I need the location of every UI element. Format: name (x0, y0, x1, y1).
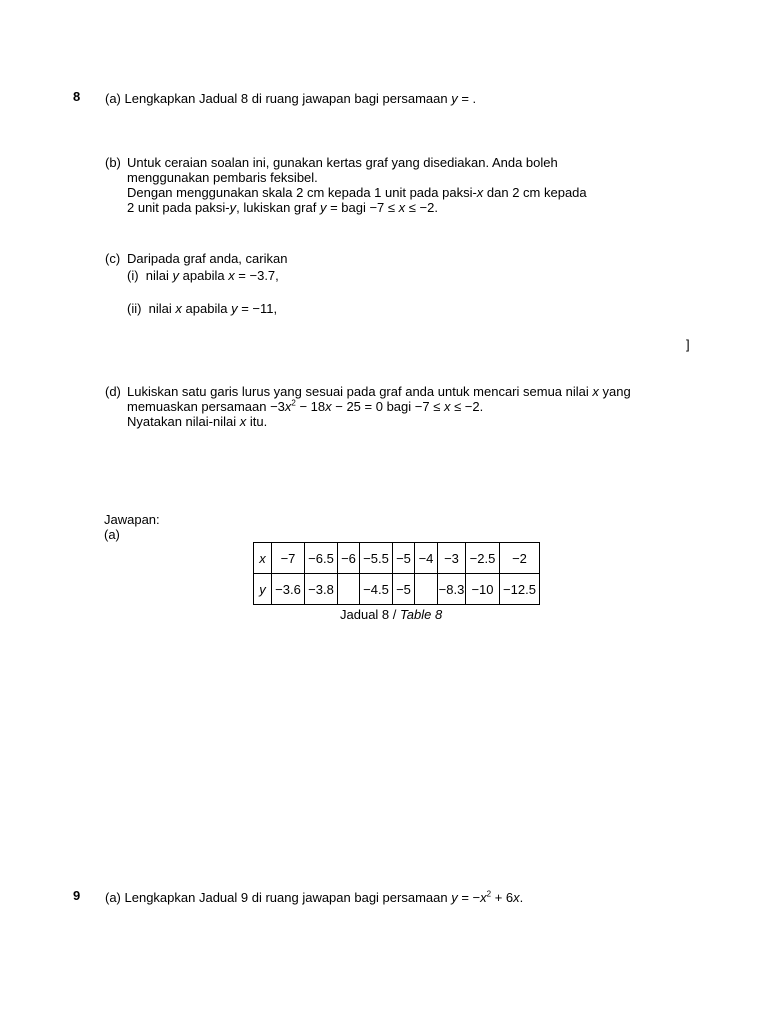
text: yang (598, 384, 631, 399)
variable: y (231, 301, 238, 316)
variable: x (228, 268, 235, 283)
text-line (127, 185, 587, 200)
table-cell: −12.5 (500, 574, 540, 605)
text: = −3.7, (234, 268, 279, 283)
variable: y (451, 91, 458, 106)
table-cell: −10 (466, 574, 500, 605)
text-line: Untuk ceraian soalan ini, gunakan kertas graf yang disediakan. Anda boleh (127, 155, 558, 170)
text-line: menggunakan pembaris feksibel. (127, 170, 318, 185)
variable: x (325, 399, 332, 414)
q8b-text (127, 155, 587, 215)
text: . (519, 890, 524, 905)
q8a-text (105, 91, 476, 106)
table-cell-blank[interactable] (338, 574, 360, 605)
text: Dengan menggunakan skala 2 cm kepada 1 unit pada paksi- (127, 185, 477, 200)
answer-heading: Jawapan: (104, 512, 160, 527)
caption-text-italic: Table 8 (400, 607, 443, 622)
table-cell: −3 (438, 543, 466, 574)
text: Nyatakan nilai-nilai (127, 414, 240, 429)
text: 2 unit pada paksi- (127, 200, 230, 215)
table-cell: −4.5 (360, 574, 393, 605)
variable: y (451, 890, 458, 905)
part-label: (a) (105, 890, 121, 905)
question-number: 9 (73, 888, 81, 903)
caption-text: Jadual 8 / (340, 607, 400, 622)
table-row-x (254, 543, 540, 574)
table-cell: −6 (338, 543, 360, 574)
table-cell: −4 (415, 543, 438, 574)
text: apabila (181, 301, 232, 316)
table-caption (340, 607, 442, 622)
text: Lukiskan satu garis lurus yang sesuai pada graf anda untuk mencari semua nilai (127, 384, 593, 399)
variable: y (319, 200, 327, 215)
text: = − (457, 890, 481, 905)
table-cell: −6.5 (305, 543, 338, 574)
text: − 18 (295, 399, 326, 414)
variable: y (229, 200, 237, 215)
q8d-text (127, 384, 631, 429)
variable: x (592, 384, 599, 399)
table-8 (253, 542, 540, 605)
exponent: 2 (291, 398, 296, 408)
variable: x (476, 185, 484, 200)
q8c-i (127, 268, 279, 283)
answer-part-label: (a) (104, 527, 120, 542)
question-number: 8 (73, 89, 81, 104)
text-line (127, 384, 631, 399)
table-cell: −7 (272, 543, 305, 574)
sub-label: (i) (127, 268, 139, 283)
table-cell: −3.8 (305, 574, 338, 605)
text: ≤ −2. (450, 399, 484, 414)
part-label: (a) (105, 91, 121, 106)
variable: y (172, 268, 180, 283)
text: itu. (246, 414, 268, 429)
text: nilai (145, 268, 173, 283)
variable: x (480, 890, 487, 905)
text-line (127, 200, 587, 215)
part-label: (b) (105, 155, 121, 170)
q9a-text (105, 890, 523, 905)
text: apabila (179, 268, 229, 283)
q8c-text: Daripada graf anda, carikan (127, 251, 288, 266)
variable: x (239, 414, 247, 429)
table-cell: −5.5 (360, 543, 393, 574)
text: dan 2 cm kepada (483, 185, 587, 200)
text-line (127, 399, 631, 414)
table-cell: −3.6 (272, 574, 305, 605)
text: ≤ −2. (405, 200, 438, 215)
row-header (254, 574, 272, 605)
variable: x (513, 890, 520, 905)
equation-tail: = . (457, 91, 477, 106)
exponent: 2 (486, 889, 492, 899)
text-line (127, 414, 631, 429)
text: = bagi −7 ≤ (326, 200, 399, 215)
part-label: (d) (105, 384, 121, 399)
q9a-instruction: Lengkapkan Jadual 9 di ruang jawapan bagi persamaan (124, 890, 452, 905)
text: = −11, (237, 301, 278, 316)
marks-bracket: ] (686, 337, 690, 352)
table-cell-blank[interactable] (415, 574, 438, 605)
sub-label: (ii) (127, 301, 142, 316)
text: , lukiskan graf (236, 200, 320, 215)
table-cell: −2 (500, 543, 540, 574)
table-row-y (254, 574, 540, 605)
table-cell: −8.3 (438, 574, 466, 605)
variable: x (175, 301, 182, 316)
table-cell: −2.5 (466, 543, 500, 574)
text: − 25 = 0 bagi −7 ≤ (331, 399, 444, 414)
variable: x (398, 200, 406, 215)
row-header (254, 543, 272, 574)
variable: x (284, 399, 292, 414)
text: memuaskan persamaan −3 (127, 399, 285, 414)
q8c-ii (127, 301, 277, 316)
variable: x (443, 399, 451, 414)
variable: x (259, 550, 266, 566)
variable: y (259, 581, 266, 597)
text: nilai (148, 301, 176, 316)
part-label: (c) (105, 251, 121, 266)
text: + 6 (491, 890, 514, 905)
table-cell: −5 (393, 574, 415, 605)
q8a-instruction: Lengkapkan Jadual 8 di ruang jawapan bagi persamaan (124, 91, 448, 106)
table-cell: −5 (393, 543, 415, 574)
